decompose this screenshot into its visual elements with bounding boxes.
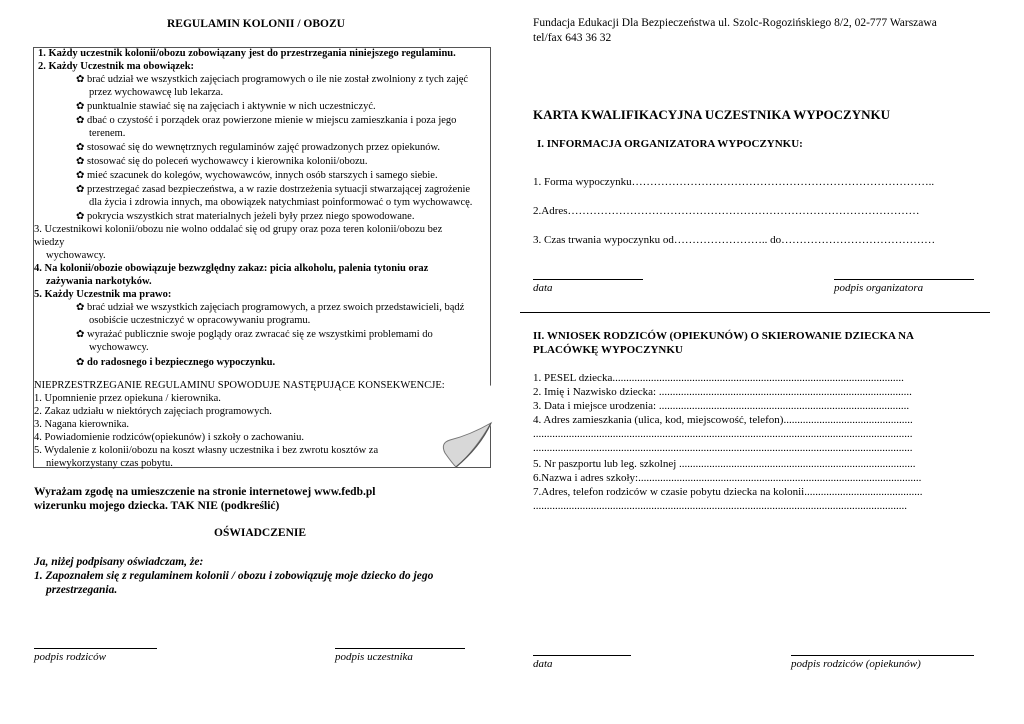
application-field: 4. Adres zamieszkania (ulica, kod, miejscowość, telefon)............................................... <box>533 414 913 426</box>
signature-label-parents: podpis rodziców <box>34 651 107 663</box>
right-last-text: do radosnego i bezpiecznego wypoczynku. <box>87 357 276 368</box>
declaration-line-1: Ja, niżej podpisany oświadczam, że: <box>34 556 204 568</box>
signature-line-parents <box>34 648 157 649</box>
application-field: 3. Data i miejsce urodzenia: ........................................................................................... <box>533 400 910 412</box>
duty-text-continued: dla życia i zdrowia innych, ma obowiązek natychmiast poinformować o tym wychowawcę. <box>89 197 473 208</box>
rules-title: REGULAMIN KOLONII / OBOZU <box>167 18 345 30</box>
duty-text-continued: przez wychowawcę lub lekarza. <box>89 87 224 98</box>
field-duration: 3. Czas trwania wypoczynku od…………………….. do…………………………………… <box>533 234 936 246</box>
flower-bullet-icon: ✿ <box>76 357 85 368</box>
duty-item <box>76 100 376 113</box>
flower-bullet-icon: ✿ <box>76 302 85 313</box>
duty-text: punktualnie stawiać się na zajęciach i aktywnie w nich uczestniczyć. <box>87 101 376 112</box>
field-form-of-rest: 1. Forma wypoczynku……………………………………………………………………….. <box>533 176 935 188</box>
organization-header-line-1: Fundacja Edukacji Dla Bezpieczeństwa ul. Szolc-Rogozińskiego 8/2, 02-777 Warszawa <box>533 17 937 29</box>
application-field: 6.Nazwa i adres szkoły:....................................................................................................... <box>533 472 922 484</box>
application-field: 2. Imię i Nazwisko dziecka: ............................................................................................ <box>533 386 912 398</box>
duty-text: pokrycia wszystkich strat materialnych jeżeli były przez niego spowodowane. <box>87 211 415 222</box>
duty-text: stosować się do wewnętrznych regulaminów zajęć prowadzonych przez opiekunów. <box>87 142 440 153</box>
application-field: 7.Adres, telefon rodziców w czasie pobytu dziecka na kolonii........................................... <box>533 486 923 498</box>
right-last <box>76 356 275 369</box>
duty-text: brać udział we wszystkich zajęciach programowych o ile nie został zwolniony z tych zajęć <box>87 74 469 85</box>
signature-label-organizer: podpis organizatora <box>834 282 924 294</box>
right-item <box>76 301 464 314</box>
flower-bullet-icon: ✿ <box>76 74 85 85</box>
duty-text: stosować się do poleceń wychowawcy i kierownika kolonii/obozu. <box>87 156 368 167</box>
duty-text: przestrzegać zasad bezpieczeństwa, a w razie dostrzeżenia sytuacji stwarzającej zagrożenie <box>87 184 471 195</box>
application-field: ........................................................................................................................................ <box>533 500 907 512</box>
duty-text-continued: terenem. <box>89 128 126 139</box>
consequence-item: 5. Wydalenie z kolonii/obozu na koszt własny uczestnika i bez zwrotu kosztów za <box>34 445 379 456</box>
rule-4-line-1: 4. Na kolonii/obozie obowiązuje bezwzględny zakaz: picia alkoholu, palenia tytoniu oraz <box>34 263 429 274</box>
duty-item <box>76 210 414 223</box>
section-divider <box>520 312 990 313</box>
duty-item <box>76 183 470 196</box>
flower-bullet-icon: ✿ <box>76 142 85 153</box>
consequence-item: 3. Nagana kierownika. <box>34 419 130 430</box>
flower-bullet-icon: ✿ <box>76 156 85 167</box>
declaration-line-2: 1. Zapoznałem się z regulaminem kolonii / obozu i zobowiązuję moje dziecko do jego <box>34 570 434 582</box>
signature-label-participant: podpis uczestnika <box>335 651 413 663</box>
duty-item <box>76 114 456 127</box>
flower-bullet-icon: ✿ <box>76 115 85 126</box>
right-text: wyrażać publicznie swoje poglądy oraz zwracać się ze wszystkimi problemami do <box>87 329 433 340</box>
flower-bullet-icon: ✿ <box>76 211 85 222</box>
section-2-title-line-1: II. WNIOSEK RODZICÓW (OPIEKUNÓW) O SKIEROWANIE DZIECKA NA <box>533 330 914 342</box>
rule-3-line-1: 3. Uczestnikowi kolonii/obozu nie wolno oddalać się od grupy oraz poza teren kolonii/obozu bez <box>34 224 443 235</box>
section-1-title: I. INFORMACJA ORGANIZATORA WYPOCZYNKU: <box>537 138 803 150</box>
consent-line-2: wizerunku mojego dziecka. TAK NIE (podkreślić) <box>34 500 280 512</box>
rule-3-line-2: wiedzy <box>34 237 65 248</box>
consequence-5-line-2: niewykorzystany czas pobytu. <box>46 458 173 469</box>
flower-bullet-icon: ✿ <box>76 184 85 195</box>
duty-item <box>76 155 368 168</box>
application-field: 1. PESEL dziecka.......................................................................................................... <box>533 372 904 384</box>
duty-item <box>76 73 468 86</box>
duty-item <box>76 141 440 154</box>
signature-label-date-2: data <box>533 658 553 670</box>
application-field: .......................................................................................................................................... <box>533 442 913 454</box>
section-2-title-line-2: PLACÓWKĘ WYPOCZYNKU <box>533 344 683 356</box>
right-text: brać udział we wszystkich zajęciach programowych, a przez swoich przedstawicieli, bądź <box>87 302 465 313</box>
consequence-item: 4. Powiadomienie rodziców(opiekunów) i szkoły o zachowaniu. <box>34 432 305 443</box>
consent-line-1: Wyrażam zgodę na umieszczenie na stronie internetowej www.fedb.pl <box>34 486 376 498</box>
rule-3-line-3: wychowawcy. <box>46 250 106 261</box>
duty-text: dbać o czystość i porządek oraz powierzone mienie w miejscu zamieszkania i poza jego <box>87 115 457 126</box>
duty-text: mieć szacunek do kolegów, wychowawców, innych osób starszych i samego siebie. <box>87 170 438 181</box>
signature-label-date: data <box>533 282 553 294</box>
duty-item <box>76 169 438 182</box>
flower-bullet-icon: ✿ <box>76 329 85 340</box>
application-field: .......................................................................................................................................... <box>533 428 913 440</box>
organization-header-line-2: tel/fax 643 36 32 <box>533 32 612 44</box>
consequence-item: 1. Upomnienie przez opiekuna / kierownika. <box>34 393 221 404</box>
signature-label-parents-2: podpis rodziców (opiekunów) <box>791 658 921 670</box>
right-text-continued: wychowawcy. <box>89 342 149 353</box>
rule-5: 5. Każdy Uczestnik ma prawo: <box>34 289 172 300</box>
form-title: KARTA KWALIFIKACYJNA UCZESTNIKA WYPOCZYNKU <box>533 107 890 122</box>
page-curl-decoration <box>420 385 495 475</box>
signature-line-date <box>533 279 643 280</box>
declaration-title: OŚWIADCZENIE <box>214 527 307 539</box>
rule-2: 2. Każdy Uczestnik ma obowiązek: <box>38 61 195 72</box>
right-text-continued: osobiście uczestniczyć w opracowywaniu programu. <box>89 315 311 326</box>
consequence-item: 2. Zakaz udziału w niektórych zajęciach programowych. <box>34 406 272 417</box>
declaration-line-3: przestrzegania. <box>46 584 118 596</box>
signature-line-organizer <box>834 279 974 280</box>
rule-1: 1. Każdy uczestnik kolonii/obozu zobowiązany jest do przestrzegania niniejszego regulaminu. <box>38 48 456 59</box>
signature-line-participant <box>335 648 465 649</box>
signature-line-date-2 <box>533 655 631 656</box>
field-address: 2.Adres…………………………………………………………………………………… <box>533 205 920 217</box>
rule-4-line-2: zażywania narkotyków. <box>46 276 152 287</box>
application-field: 5. Nr paszportu lub leg. szkolnej ...................................................................................... <box>533 458 916 470</box>
consequences-title: NIEPRZESTRZEGANIE REGULAMINU SPOWODUJE NASTĘPUJĄCE KONSEKWENCJE: <box>34 380 445 391</box>
signature-line-parents-2 <box>791 655 974 656</box>
flower-bullet-icon: ✿ <box>76 170 85 181</box>
flower-bullet-icon: ✿ <box>76 101 85 112</box>
right-item <box>76 328 433 341</box>
